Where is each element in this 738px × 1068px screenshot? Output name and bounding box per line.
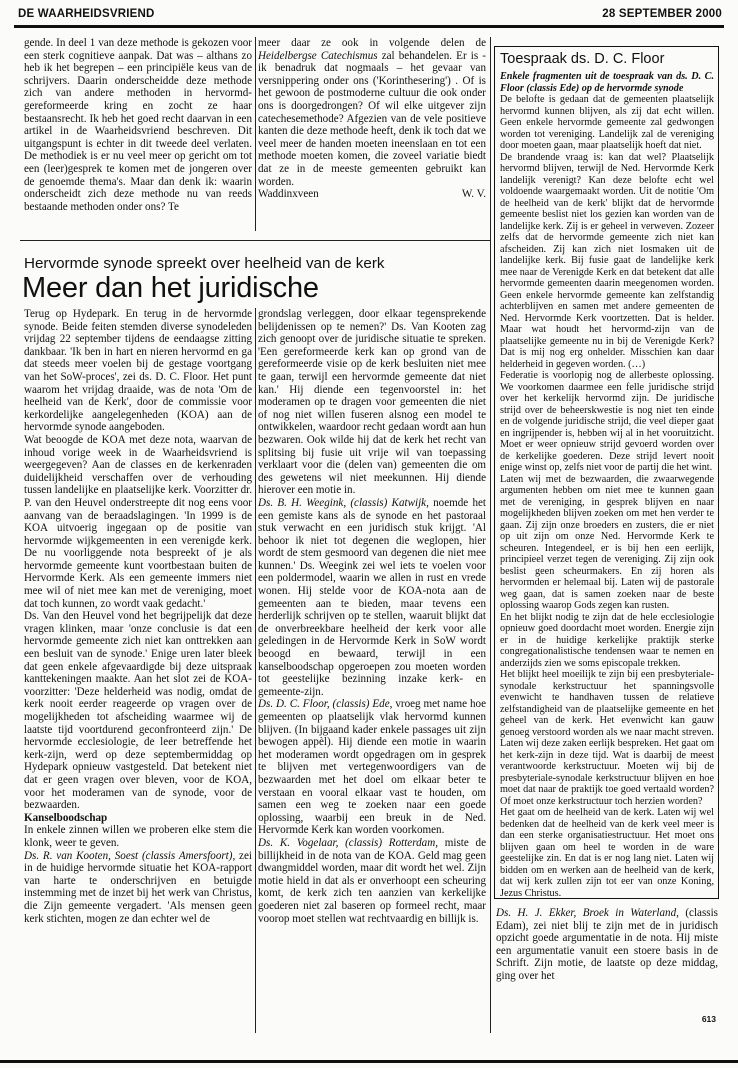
article-kicker: Hervormde synode spreekt over heelheid van de kerk [24,255,385,272]
article-paragraph: Ds. B. H. Weegink, (classis) Katwijk, noemde het een gemiste kans als de synode en het pastoraal stuk verwacht en een juridisch stuk krijgt. 'Al behoor ik niet tot degenen die weglopen, hier wordt de stem gesmoord van degenen die niet mee kunnen.' Ds. Weegink zei wel iets te voelen voor een poldermodel, waarin we allen in rust en vrede wonen. Hij stelde voor de KOA-nota aan de gemeenten aan te bieden, maar tevens een herderlijk schrijven op te stellen, waaruit blijkt dat de onverbreekbare heelheid der kerk voor alle geledingen in de Hervormde Kerk in SoW wordt beoogd en bewaard, terwijl in een kanselboodschap opgeroepen zou moeten worden tot geestelijke bezinning inzake kerk- en gemeente-zijn. [258,496,486,698]
article-paragraph: Terug op Hydepark. En terug in de hervormde synode. Beide feiten stemden diverse synodeleden vrijdag 22 september tijdens de eendaagse zitting dankbaar. 'Ik ben in hart en nieren hervormd en ga dat steeds meer voelen bij de gestage voortgang van het SoW-proces', zei ds. D. C. Floor. Het punt waarom het vrijdag draaide, was de nota 'Om de heelheid van de Kerk', door de commissie voor kerkordelijke aangelegenheden (KOA) aan de hervormde synode aangeboden. [24,308,252,434]
prev-article-column-left [24,37,252,231]
speaker-name: Ds. H. J. Ekker, Broek in Waterland, [496,907,679,919]
column-divider [255,308,256,1033]
article-subheading: Kanselboodschap [24,811,108,824]
catechism-title: Heidelbergse Catechismus [258,49,378,62]
prev-article-text-left: gende. In deel 1 van deze methode is gekozen voor een sterk cognitieve aanpak. Dat was – althans zo heb ik het begrepen – een principiële keus van de schrijvers. Daarin onderscheidde deze methode zich van andere methoden in hervormd-gereformeerde kring en zocht ze haar bestaansrecht. Ik heb het goed recht daarvan in een artikel in de Waarheidsvriend beschreven. Dit uitgangspunt is echter in dit tweede deel verlaten. De methodiek is er nu veel meer op gericht om tot een (leer)gesprek te komen met de jongeren over de genoemde thema's. Maar dan denk ik: waarin onderscheidt zich deze methode nu van reeds bestaande methoden onder ons? Te [24,37,252,213]
header-rule [14,25,724,28]
prev-article-column-mid [258,37,486,231]
page-header [18,4,722,24]
sidebar-paragraph: De brandende vraag is: kan dat wel? Plaatselijk hervormd blijven, terwijl de Ned. Hervormde Kerk landelijk verenigt? Kan deze belofte echt wel voldoende waargemaakt worden. Uit de notitie 'Om de heelheid van de kerk' blijkt dat de hervormde gemeente beslist niet los gezien kan worden van de landelijke kerk. Zij is er geheel in verweven. Zozeer zelfs dat de hervormde gemeente zich niet kan afscheiden. Zij kan zich niet losmaken uit de landelijke kerk. Bij fusie gaat de landelijke kerk mee naar de Verenigde Kerk en dat betekent dat alle hervormde gemeenten daarin meegenomen worden. Geen enkele hervormde gemeente kan zelfstandig achterblijven en samen met andere gemeenten de Ned. Hervormde Kerk voortzetten. Dat is helder. Maar wat houdt het hervormd-zijn van de plaatselijke gemeente nu in bij de Verenigde Kerk? Dat is mij nog erg onhelder. Misschien kan daar helderheid in gegeven worden. (…) [500,151,714,370]
sidebar-paragraph: De belofte is gedaan dat de gemeenten plaatselijk hervormd kunnen blijven, als zij dat echt willen. Geen enkele hervormde gemeente zal gedwongen worden tot vereniging. Landelijk zal de vereniging door moeten gaan, maar plaatselijk hoeft dat niet. [500,94,714,151]
publication-name: DE WAARHEIDSVRIEND [18,8,155,20]
sidebar-title: Toespraak ds. D. C. Floor [500,51,665,67]
speaker-name: Ds. R. van Kooten, Soest (classis Amersfoort), [24,849,236,862]
speaker-name: Ds. K. Vogelaar, (classis) Rotterdam, [258,836,439,849]
article-paragraph: grondslag verleggen, door elkaar tegensprekende belijdenissen op te nemen?' Ds. Van Kooten zag zich genoopt over de juridische situatie te spreken. 'Een gereformeerde kerk kan op grond van de gereformeerde visie op de kerk besluiten niet mee te gaan, terwijl een hervormde gemeente dat niet kan.' Hij diende een tegenvoorstel in: het moderamen op te dragen voor gemeenten die niet of nog niet willen fuseren alsnog een model te ontwikkelen, waardoor recht gedaan wordt aan hun bezwaren. Ook wilde hij dat de kerk het recht van splitsing bij fusie uit vrije wil van toepassing verklaart voor die (delen van) gemeenten die om des gewetens wil niet meekunnen. Hij diende hierover een motie in. [258,308,486,497]
article-column-mid [258,308,486,1033]
article-column-right [496,907,718,1033]
issue-date: 28 SEPTEMBER 2000 [602,8,722,20]
article-paragraph: In enkele zinnen willen we proberen elke stem die klonk, weer te geven. [24,824,252,849]
sidebar-lead: Enkele fragmenten uit de toespraak van ds. D. C. Floor (classis Ede) op de hervormde synode [500,71,714,94]
column-divider [255,37,256,231]
article-headline: Meer dan het juridische [22,272,319,304]
signature-initials: W. V. [461,188,486,201]
article-paragraph: Ds. R. van Kooten, Soest (classis Amersfoort), zei in de huidige hervormde situatie het KOA-rapport van harte te onderschrijven en betuigde instemming met de inzet bij het werk van Christus, die Zijn gemeente vergadert. 'Als mensen geen kerk stichten, mogen ze dan echter wel de [24,849,252,925]
speaker-name: Ds. D. C. Floor, (classis) Ede, [258,698,393,711]
prev-article-text-mid: meer daar ze ook in volgende delen de Heidelbergse Catechismus zal behandelen. Er is - ik benadruk dat nogmaals – het gevaar van versnippering onder ons ('Korinthesering') . Of is het gewoon de postmoderne cultuur die ook onder ons is doorgedrongen? Of wil elke uitgever zijn catechesemethode? Afgezien van de vele positieve kanten die deze methode heeft, denk ik toch dat we veel meer de handen moeten ineenslaan en tot een methode moeten komen, die zoveel variatie biedt dat ze in de meeste gemeenten gebruikt kan worden. [258,37,486,188]
sidebar-body [500,94,714,899]
article-paragraph: Ds. D. C. Floor, (classis) Ede, vroeg met name hoe gemeenten op plaatselijk vlak hervormd kunnen blijven. (In bijgaand kader enkele passages uit zijn bewogen appèl). Hij diende een motie in waarin het moderamen wordt opgedragen om in gesprek te blijven met vertegenwoordigers van de bezwaarden met het doel om elkaar beter te verstaan en vooral elkaar vast te houden, om samen een weg te zoeken naar een goede oplossing, waarbij een breuk in de Ned. Hervormde Kerk kan worden voorkomen. [258,698,486,837]
article-column-left [24,308,252,1033]
sidebar-box [494,46,719,899]
prev-article-signature [258,188,486,201]
sidebar-paragraph: Laten wij deze zaken eerlijk bespreken. Het gaat om het kerk-zijn in deze tijd. Wat is daarbij de meest verantwoorde kerkstructuur. Moeten wij bij de presbyteriale-synodale kerkstructuur blijven en hoe moet dat naar de praktijk toe goed vertaald worden? Of moet onze kerkstructuur toch herzien worden? [500,738,714,807]
sidebar-paragraph: Laten wij met de bezwaarden, die zwaarwegende argumenten hebben om niet mee te kunnen gaan met de vereniging, in gesprek blijven en naar mogelijkheden blijven zoeken om met hen verder te gaan. Zij zijn onze broeders en zusters, die er niet op uit zijn om onze Ned. Hervormde Kerk te scheuren. Integendeel, er is bij hen een eerlijk, principieel verzet tegen de vereniging. Zij zijn ook beslist geen scheurmakers. En zij horen als hervormden er helemaal bij. Laten wij de pastorale weg gaan, dat is samen zoeken naar de beste oplossing waarop Gods zegen kan rusten. [500,473,714,611]
signature-place: Waddinxveen [258,188,319,201]
sidebar-paragraph: En het blijkt nodig te zijn dat de hele ecclesiologie opnieuw goed doordacht moet worden. Energie zijn er in de huidige kerkelijke praktijk sterke congregationalistische tendensen waar te nemen en anderzijds zien we soms episcopale trekken. [500,611,714,669]
section-divider [20,240,490,241]
column-divider [490,37,491,1033]
article-paragraph: Ds. K. Vogelaar, (classis) Rotterdam, miste de billijkheid in de nota van de KOA. Geld mag geen dwangmiddel worden, maar dit wordt het wel. Zijn motie hield in dat als er onverhoopt een scheuring komt, de kerk zich ten aanzien van kerkelijke goederen niet zal baseren op formeel recht, maar voorop moet stellen wat rechtvaardig en billijk is. [258,836,486,925]
footer-rule [0,1060,738,1063]
sidebar-paragraph: Het blijkt heel moeilijk te zijn bij een presbyteriale-synodale kerkstructuur het spanningsvolle evenwicht te handhaven tussen de relatieve zelfstandigheid van de plaatselijke gemeente en het geheel van de kerk. Het evenwicht kan gauw genoeg verstoord worden als we naar macht streven. [500,669,714,738]
article-paragraph: Wat beoogde de KOA met deze nota, waarvan de inhoud vorige week in de Waarheidsvriend is weergegeven? Aan de classes en de kerkenraden duidelijkheid verschaffen over de verhouding tussen landelijke en plaatselijke kerk. Voorzitter dr. P. van den Heuvel onderstreepte dit nog eens voor aanvang van de beraadslagingen. 'In 1999 is de KOA uitvoerig ingegaan op de positie van hervormde wijkgemeenten in een verenigde kerk. De nu voorliggende nota bespreekt of je als hervormde gemeente kunt voortbestaan buiten de Hervormde Kerk. Als een gemeente immers niet mee wil of niet mee kan met de vereniging, moet dat toch kunnen, zo wordt vaak gedacht.' [24,433,252,610]
page-number: 613 [701,1014,716,1024]
sidebar-paragraph: Het gaat om de heelheid van de kerk. Laten wij wel bedenken dat de heelheid van de kerk veel meer is dan een sterke organisatiestructuur. Het moet ons blijven gaan om heel te worden in de ware geestelijke zin. En dat is er nog lang niet. Laten wij bidden om en werken aan de heelheid van de kerk, dat wij kerk zullen zijn tot eer van onze Koning, Jezus Christus. [500,807,714,899]
article-paragraph: Ds. H. J. Ekker, Broek in Waterland, (classis Edam), zei niet blij te zijn met de in juridisch opzicht goede argumentatie in de nota. Hij miste een argumentatie vanuit een stoere basis in de Schrift. Zijn motie, de laatste op deze middag, ging over het [496,907,718,982]
speaker-name: Ds. B. H. Weegink, (classis) Katwijk, [258,496,429,509]
article-paragraph: Ds. Van den Heuvel vond het begrijpelijk dat deze vragen klinken, maar 'onze conclusie is dat een hervormde gemeente zich niet kan onttrekken aan een besluit van de synode.' Enige uren later bleek dat geen enkele afgevaardigde bij deze uitspraak kanttekeningen maakte. Aan het slot zei de KOA-voorzitter: 'Deze helderheid was nodig, omdat de kerk nooit eerder reageerde op vragen over de mogelijkheden tot afscheiding waarmee wij de laatste tijd voortdurend geconfronteerd zijn.' De hervormde ecclesiologie, de leer betreffende het kerk-zijn, werd op deze septembermiddag op Hydepark opnieuw vastgesteld. Dat betekent niet dat er geen vragen over bleven, voor de KOA, voor het moderamen van de synode, voor de bezwaarden. [24,610,252,812]
sidebar-paragraph: Federatie is voorlopig nog de allerbeste oplossing. We voorkomen daarmee een felle juridische strijd over het kerkelijk hervormd zijn. De juridische strijd over de beheerskwestie is nog niet ten einde en de volgende juridische strijd, die veel dieper gaat en ingrijpender is, hebben wij al in het vooruitzicht. Moet er weer opnieuw strijd gevoerd worden over de kerkelijke goederen. Deze strijd levert nooit enige winst op, zelfs niet voor de partij die het wint. [500,370,714,473]
